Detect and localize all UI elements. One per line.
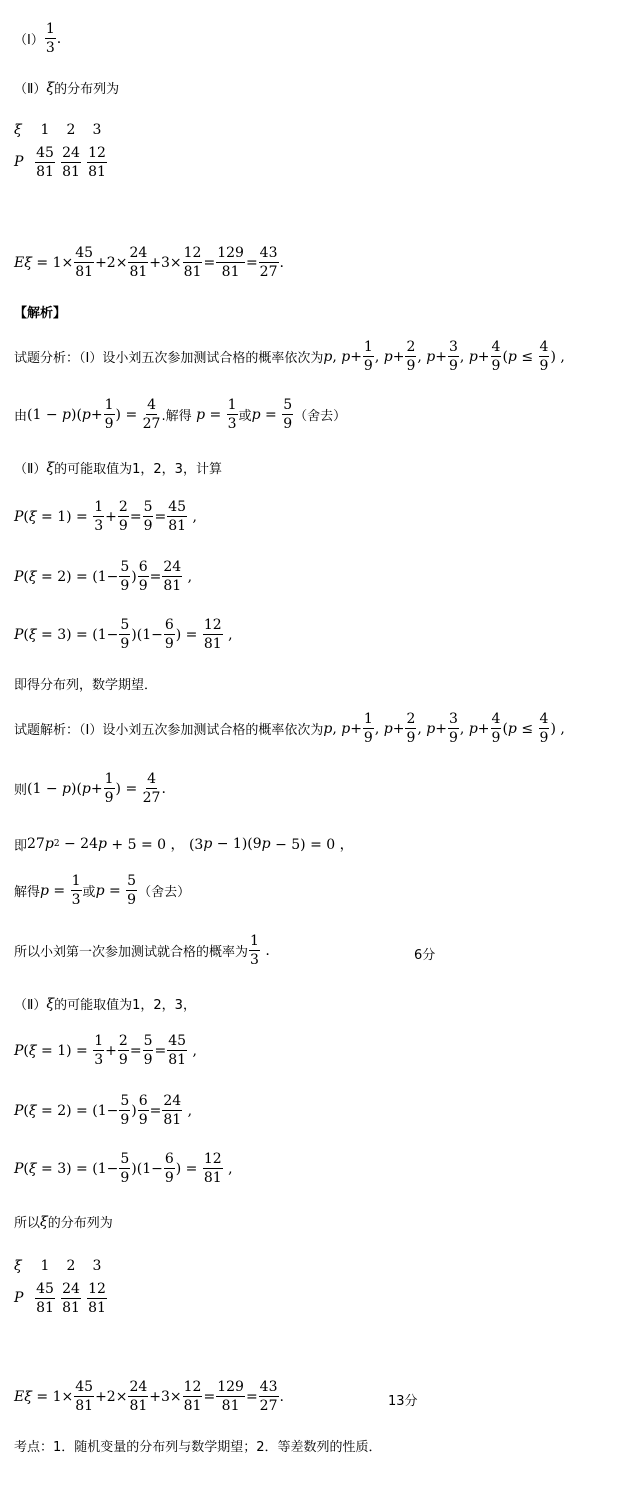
analysis-intro-text: 试题分析：（Ⅰ）设小刘五次参加测试合格的概率依次为 <box>14 351 324 366</box>
probability: $\frac{24}{81}$ <box>62 144 80 180</box>
solution-conclusion: 所以小刘第一次参加测试就合格的概率为 $\frac{1}{3}$ . <box>14 933 270 968</box>
prob-xi-1: P ( ξ = 1) = $\frac{1}{3}$ + $\frac{2}{9}$ = $\frac{5}{9}$ = $\frac{45}{81}$ , <box>14 499 197 534</box>
solution-dist-text: 的分布列为 <box>47 1216 113 1231</box>
solution-dist-intro: 所以 ξ 的分布列为 <box>14 1213 113 1231</box>
xi-value: 2 <box>66 1258 76 1274</box>
expectation-formula: E ξ = 1× $\frac{45}{81}$ +2× $\frac{24}{81}$ +3× $\frac{12}{81}$ = $\frac{129}{81}$ = $\frac{43}{27}$ . <box>14 245 284 280</box>
probability: $\frac{12}{81}$ <box>88 1280 106 1316</box>
solution-conclusion-text: 所以小刘第一次参加测试就合格的概率为 <box>14 945 249 960</box>
prob-xi-1: P ( ξ = 1) = $\frac{1}{3}$ + $\frac{2}{9}$ = $\frac{5}{9}$ = $\frac{45}{81}$ , <box>14 1033 197 1068</box>
distribution-table: ξ 1 2 3 P $\frac{45}{81}$ $\frac{24}{81}$ $\frac{12}{81}$ <box>14 1256 110 1320</box>
answer-part2-text: 的分布列为 <box>54 82 120 97</box>
analysis-intro: 试题分析：（Ⅰ）设小刘五次参加测试合格的概率依次为 p , p + $\frac{1}{9}$ , p + $\frac{2}{9}$ , p + $\frac{3}{9}$ , p + $\frac{4}{9}$ ( p ≤ $\frac{4}{9}$ ) , <box>14 339 565 374</box>
answer-part1-end: . <box>56 30 62 47</box>
analysis-header: 【解析】 <box>14 306 67 321</box>
solution-intro: 试题解析：（Ⅰ）设小刘五次参加测试合格的概率依次为 p , p + $\frac{1}{9}$ , p + $\frac{2}{9}$ , p + $\frac{3}{9}$ , p + $\frac{4}{9}$ ( p ≤ $\frac{4}{9}$ ) , <box>14 711 565 746</box>
analysis-xi-values: （Ⅱ） ξ 的可能取值为1，2，3，计算 <box>14 459 222 477</box>
probability: $\frac{45}{81}$ <box>36 144 54 180</box>
answer-part2-label: （Ⅱ） <box>14 82 47 97</box>
prob-xi-3: P ( ξ = 3) = (1− $\frac{5}{9}$ )(1− $\frac{6}{9}$ ) = $\frac{12}{81}$ , <box>14 1151 233 1186</box>
xi-value: 2 <box>66 122 76 138</box>
probability: $\frac{45}{81}$ <box>36 1280 54 1316</box>
solution-solve: 解得 p = $\frac{1}{3}$ 或 p = $\frac{5}{9}$ （舍去） <box>14 873 191 908</box>
analysis-xi-text: 的可能取值为1，2，3，计算 <box>54 462 222 477</box>
solution-solve-prefix: 解得 <box>14 885 41 900</box>
analysis-equation: 由 (1 − p )( p + $\frac{1}{9}$ ) = $\frac{4}{27}$ .解得 p = $\frac{1}{3}$ 或 p = $\frac{5}{9}$ （舍去） <box>14 397 347 432</box>
analysis-then: 即得分布列，数学期望． <box>14 678 158 693</box>
solution-discard: （舍去） <box>138 885 191 900</box>
answer-part1-label: （Ⅰ） <box>14 33 44 48</box>
score-6: 6分 <box>414 948 436 963</box>
solution-or: 或 <box>82 885 96 900</box>
answer-part2: （Ⅱ） ξ 的分布列为 <box>14 79 120 97</box>
prob-xi-2: P ( ξ = 2) = (1− $\frac{5}{9}$ ) $\frac{6}{9}$ = $\frac{24}{81}$ , <box>14 559 193 594</box>
prob-xi-3: P ( ξ = 3) = (1− $\frac{5}{9}$ )(1− $\frac{6}{9}$ ) = $\frac{12}{81}$ , <box>14 617 233 652</box>
prob-xi-2: P ( ξ = 2) = (1− $\frac{5}{9}$ ) $\frac{6}{9}$ = $\frac{24}{81}$ , <box>14 1093 193 1128</box>
solution-equation: 则 (1 − p )( p + $\frac{1}{9}$ ) = $\frac{4}{27}$ . <box>14 771 166 806</box>
score-13: 13分 <box>388 1394 418 1409</box>
solution-xi-text: 的可能取值为1，2，3， <box>54 998 196 1013</box>
analysis-or: 或 <box>238 409 252 424</box>
solution-xi-values: （Ⅱ） ξ 的可能取值为1，2，3， <box>14 995 196 1013</box>
analysis-from: 由 <box>14 409 28 424</box>
solution-then: 则 <box>14 783 28 798</box>
analysis-discard: （舍去） <box>294 409 347 424</box>
analysis-solve: .解得 <box>161 409 192 424</box>
solution-ji: 即 <box>14 838 28 854</box>
solution-intro-text: 试题解析：（Ⅰ）设小刘五次参加测试合格的概率依次为 <box>14 723 324 738</box>
xi-value: 1 <box>40 1258 50 1274</box>
distribution-table: ξ 1 2 3 P $\frac{45}{81}$ $\frac{24}{81}$ $\frac{12}{81}$ <box>14 120 110 184</box>
solution-quadratic: 即 27 p 2 − 24 p + 5 = 0 ， (3 p − 1)(9 p − 5) = 0 ， <box>14 836 354 854</box>
xi-value: 3 <box>92 1258 102 1274</box>
kaodian: 考点：1．随机变量的分布列与数学期望；2．等差数列的性质． <box>14 1440 382 1455</box>
xi-value: 3 <box>92 122 102 138</box>
probability: $\frac{24}{81}$ <box>62 1280 80 1316</box>
fraction: $\frac{1}{3}$ <box>45 21 55 56</box>
solution-dist-so: 所以 <box>14 1216 41 1231</box>
answer-part1 <box>14 22 61 55</box>
xi-value: 1 <box>40 122 50 138</box>
probability: $\frac{12}{81}$ <box>88 144 106 180</box>
expectation-formula: E ξ = 1× $\frac{45}{81}$ +2× $\frac{24}{81}$ +3× $\frac{12}{81}$ = $\frac{129}{81}$ = $\frac{43}{27}$ . <box>14 1379 284 1414</box>
